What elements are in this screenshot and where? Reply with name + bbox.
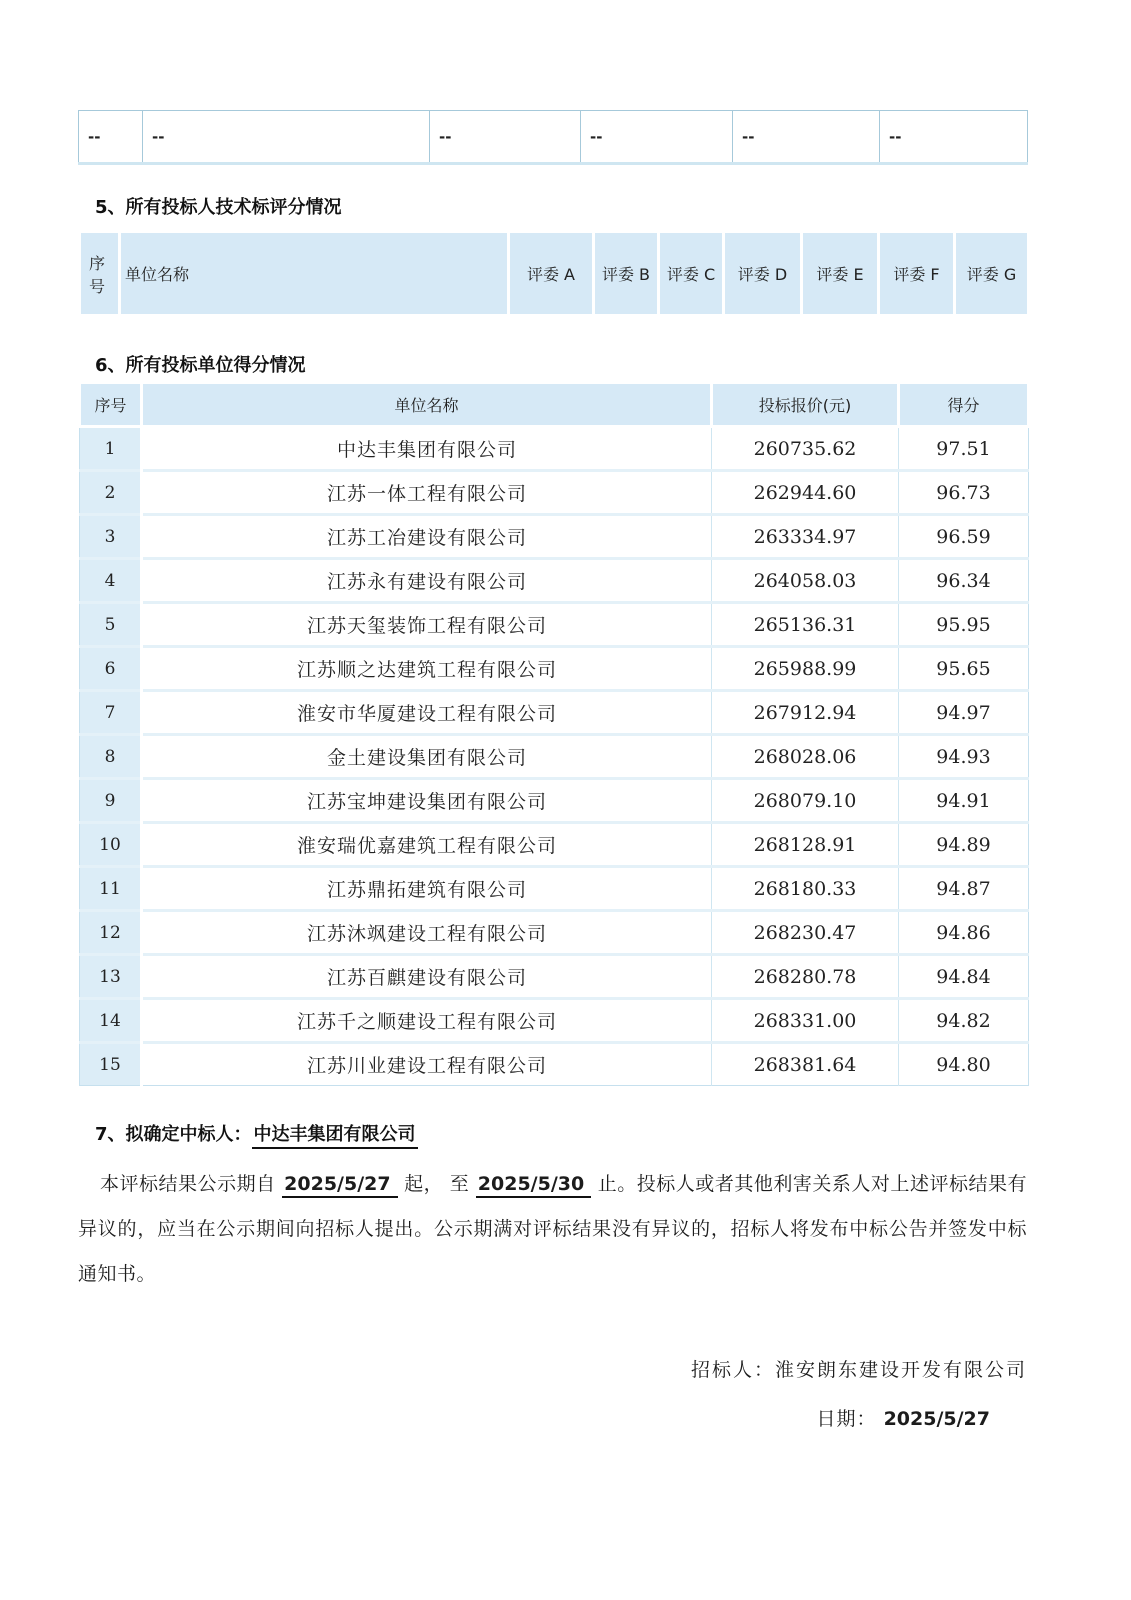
date-line	[78, 1404, 1027, 1431]
bidder-row	[80, 471, 1029, 515]
bidder-name: 江苏百麒建设有限公司	[142, 955, 712, 999]
bidder-score: 94.89	[899, 823, 1029, 867]
bidder-rank: 15	[80, 1043, 142, 1086]
bidder-row	[80, 647, 1029, 691]
dash-cell: --	[79, 111, 143, 164]
bidder-price: 268230.47	[712, 911, 899, 955]
bidder-row	[80, 515, 1029, 559]
bidder-score: 94.86	[899, 911, 1029, 955]
bidder-score: 94.93	[899, 735, 1029, 779]
bidder-rank: 11	[80, 867, 142, 911]
technical-header-cell: 评委 E	[802, 232, 879, 316]
tenderer-name: 淮安朗东建设开发有限公司	[774, 1359, 1027, 1381]
score-header-cell: 得分	[899, 383, 1029, 427]
bidder-name: 江苏顺之达建筑工程有限公司	[142, 647, 712, 691]
bidder-name: 金土建设集团有限公司	[142, 735, 712, 779]
bidder-score: 94.91	[899, 779, 1029, 823]
bidder-row	[80, 867, 1029, 911]
bidder-price: 260735.62	[712, 427, 899, 471]
bidder-name: 江苏永有建设有限公司	[142, 559, 712, 603]
dash-cell: --	[880, 111, 1028, 164]
publicity-notice	[78, 1162, 1027, 1297]
bidder-name: 江苏一体工程有限公司	[142, 471, 712, 515]
bidder-score: 94.82	[899, 999, 1029, 1043]
bidder-row	[80, 691, 1029, 735]
notice-text-1: 本评标结果公示期自	[100, 1173, 283, 1195]
bidder-price: 265988.99	[712, 647, 899, 691]
bidder-row	[80, 603, 1029, 647]
bidder-price: 263334.97	[712, 515, 899, 559]
notice-text-2: 起， 至	[397, 1173, 476, 1195]
bidder-rank: 13	[80, 955, 142, 999]
bidder-name: 中达丰集团有限公司	[142, 427, 712, 471]
bidder-price: 268280.78	[712, 955, 899, 999]
technical-header-cell: 序号	[80, 232, 120, 316]
bidder-row	[80, 911, 1029, 955]
bidder-row	[80, 735, 1029, 779]
bidder-score: 95.65	[899, 647, 1029, 691]
date-label: 日期：	[816, 1408, 884, 1430]
technical-header-cell: 评委 B	[594, 232, 659, 316]
score-header-cell: 投标报价(元)	[712, 383, 899, 427]
bidder-score: 94.84	[899, 955, 1029, 999]
dash-cell: --	[143, 111, 430, 164]
publicity-end-date: 2025/5/30	[476, 1173, 591, 1198]
score-header-cell: 单位名称	[142, 383, 712, 427]
bidder-rank: 5	[80, 603, 142, 647]
technical-header-cell: 评委 C	[659, 232, 724, 316]
bidder-rank: 9	[80, 779, 142, 823]
dash-cell: --	[733, 111, 880, 164]
technical-header-cell: 评委 D	[724, 232, 802, 316]
bidder-score: 94.87	[899, 867, 1029, 911]
bidder-price: 268331.00	[712, 999, 899, 1043]
bidder-price: 265136.31	[712, 603, 899, 647]
tenderer-line	[78, 1355, 1027, 1382]
bidder-name: 江苏沐飒建设工程有限公司	[142, 911, 712, 955]
bidder-price: 267912.94	[712, 691, 899, 735]
bidder-name: 江苏工冶建设有限公司	[142, 515, 712, 559]
bidder-name: 江苏天玺装饰工程有限公司	[142, 603, 712, 647]
technical-header-cell: 评委 A	[509, 232, 594, 316]
section5-heading: 5、所有投标人技术标评分情况	[95, 197, 342, 218]
dash-cell: --	[581, 111, 733, 164]
tenderer-label: 招标人：	[690, 1359, 775, 1381]
technical-score-header-row	[80, 232, 1029, 316]
bidder-price: 268180.33	[712, 867, 899, 911]
dash-table-row	[79, 111, 1028, 164]
bidder-name: 江苏鼎拓建筑有限公司	[142, 867, 712, 911]
bidder-price: 268028.06	[712, 735, 899, 779]
bidder-rank: 14	[80, 999, 142, 1043]
bidder-row	[80, 823, 1029, 867]
bidder-score: 94.80	[899, 1043, 1029, 1086]
bidder-row	[80, 779, 1029, 823]
bidder-rank: 4	[80, 559, 142, 603]
bidder-rank: 12	[80, 911, 142, 955]
bidder-name: 淮安市华厦建设工程有限公司	[142, 691, 712, 735]
bidder-price: 268128.91	[712, 823, 899, 867]
technical-score-table	[78, 230, 1030, 317]
notice-text-3: 止。投标人或者其他利害关系人对上述评标结果有异议的，应当在公示期间向招标人提出。公示期满对评标结果没有异议的，招标人将发布中标公告并签发中标通知书。	[78, 1173, 1027, 1285]
bidder-row	[80, 955, 1029, 999]
score-header-cell: 序号	[80, 383, 142, 427]
bidder-row	[80, 427, 1029, 471]
bidder-rank: 6	[80, 647, 142, 691]
bidder-score: 96.73	[899, 471, 1029, 515]
bidder-price: 262944.60	[712, 471, 899, 515]
bidder-name: 淮安瑞优嘉建筑工程有限公司	[142, 823, 712, 867]
bidder-rank: 3	[80, 515, 142, 559]
bidder-price: 264058.03	[712, 559, 899, 603]
bidder-row	[80, 999, 1029, 1043]
winner-company-name: 中达丰集团有限公司	[252, 1124, 418, 1149]
bidder-rank: 10	[80, 823, 142, 867]
bidder-rank: 2	[80, 471, 142, 515]
bidder-score-table	[78, 381, 1030, 1086]
bidder-price: 268381.64	[712, 1043, 899, 1086]
dash-cell: --	[430, 111, 581, 164]
technical-header-cell: 评委 G	[955, 232, 1029, 316]
bidder-score: 96.34	[899, 559, 1029, 603]
bidder-score-header-row	[80, 383, 1029, 427]
section6-heading: 6、所有投标单位得分情况	[95, 355, 306, 376]
bidder-score: 96.59	[899, 515, 1029, 559]
bidder-row	[80, 1043, 1029, 1086]
bidder-score: 95.95	[899, 603, 1029, 647]
document-content	[78, 0, 1027, 1431]
continuation-table	[78, 110, 1028, 165]
bidder-rank: 7	[80, 691, 142, 735]
bidder-name: 江苏宝坤建设集团有限公司	[142, 779, 712, 823]
technical-header-cell: 单位名称	[120, 232, 509, 316]
bidder-score: 97.51	[899, 427, 1029, 471]
bidder-rank: 1	[80, 427, 142, 471]
bidder-score: 94.97	[899, 691, 1029, 735]
bidder-name: 江苏川业建设工程有限公司	[142, 1043, 712, 1086]
technical-header-cell: 评委 F	[879, 232, 955, 316]
date-value: 2025/5/27	[883, 1408, 990, 1430]
bidder-name: 江苏千之顺建设工程有限公司	[142, 999, 712, 1043]
bidder-row	[80, 559, 1029, 603]
section7-heading	[95, 1122, 1027, 1148]
publicity-start-date: 2025/5/27	[282, 1173, 397, 1198]
section7-heading-prefix: 7、拟确定中标人：	[95, 1124, 252, 1145]
bidder-price: 268079.10	[712, 779, 899, 823]
bidder-rank: 8	[80, 735, 142, 779]
